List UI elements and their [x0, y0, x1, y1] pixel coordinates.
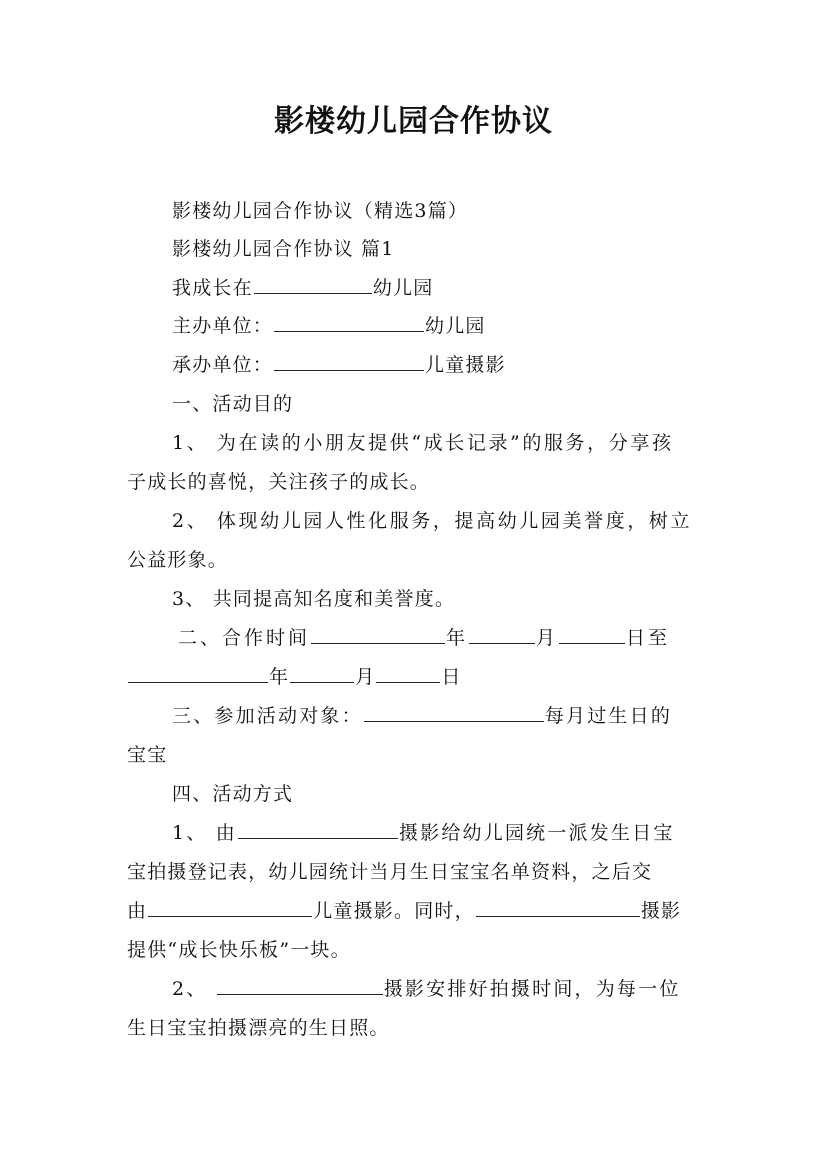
- text: 一、活动目的: [172, 393, 294, 415]
- text: 摄影给幼儿园统一派发生日宝: [398, 822, 675, 844]
- text: 1、 为在读的小朋友提供“成长记录”的服务，分享孩: [172, 432, 674, 454]
- text-line: [172, 974, 681, 1004]
- text: 宝拍摄登记表，幼儿园统计当月生日宝宝名单资料，之后交: [127, 861, 653, 883]
- text: 幼儿园: [372, 277, 434, 299]
- text-line: [178, 623, 670, 653]
- document-title: 影楼幼儿园合作协议: [274, 104, 553, 139]
- fill-blank: [469, 623, 535, 644]
- text-line: [127, 740, 167, 770]
- text: 公益形象。: [127, 549, 229, 571]
- text-line: [127, 1013, 390, 1043]
- text-line: [172, 311, 486, 341]
- text: 提供“成长快乐板”一块。: [127, 939, 351, 961]
- text: 二、合作时间: [178, 627, 311, 649]
- fill-blank: [148, 896, 312, 917]
- fill-blank: [311, 623, 445, 644]
- text: 年: [269, 666, 290, 688]
- text-line: [172, 779, 293, 809]
- text: 影楼幼儿园合作协议 篇1: [172, 238, 395, 260]
- fill-blank: [290, 662, 354, 683]
- text: 四、活动方式: [172, 783, 294, 805]
- text: 由: [127, 900, 148, 922]
- fill-blank: [274, 350, 424, 371]
- text-line: [127, 857, 652, 887]
- text: 每月过生日的: [544, 705, 673, 727]
- text: 子成长的喜悦，关注孩子的成长。: [127, 471, 431, 493]
- fill-blank: [274, 311, 424, 332]
- text-line: [127, 467, 430, 497]
- text-line: [172, 506, 692, 536]
- text-line: [172, 234, 395, 264]
- fill-blank: [476, 896, 640, 917]
- text: 2、: [172, 978, 216, 1000]
- text-line: [127, 935, 351, 965]
- fill-blank: [254, 273, 372, 294]
- text-line: [172, 273, 433, 303]
- fill-blank: [376, 662, 440, 683]
- text-line: [172, 818, 675, 848]
- text: 承办单位：: [172, 354, 274, 376]
- text-line: [127, 545, 228, 575]
- text: 摄影: [640, 900, 682, 922]
- text-line: [172, 428, 674, 458]
- text: 宝宝: [127, 744, 168, 766]
- fill-blank: [217, 974, 383, 995]
- text: 月: [355, 666, 376, 688]
- text-line: [172, 389, 293, 419]
- text: 3、 共同提高知名度和美誉度。: [172, 588, 456, 610]
- text: 日至: [626, 627, 671, 649]
- text: 2、 体现幼儿园人性化服务，提高幼儿园美誉度，树立: [172, 510, 693, 532]
- text-line: [172, 350, 506, 380]
- text: 1、 由: [172, 822, 237, 844]
- text: 年: [446, 627, 469, 649]
- text: 儿童摄影: [425, 354, 506, 376]
- fill-blank: [559, 623, 625, 644]
- text: 生日宝宝拍摄漂亮的生日照。: [127, 1017, 390, 1039]
- fill-blank: [238, 818, 398, 839]
- text-line: [172, 701, 672, 731]
- text-line: [127, 662, 462, 692]
- fill-blank: [364, 701, 544, 722]
- text: 三、参加活动对象：: [172, 705, 363, 727]
- text: 影楼幼儿园合作协议（精选3篇）: [172, 200, 469, 222]
- text: 日: [441, 666, 462, 688]
- text: 我成长在: [172, 277, 253, 299]
- text: 幼儿园: [425, 315, 486, 337]
- text: 儿童摄影。同时，: [313, 900, 475, 922]
- text-line: [127, 896, 681, 926]
- text-line: [172, 584, 455, 614]
- text-line: [172, 196, 468, 226]
- text: 月: [536, 627, 559, 649]
- text: 主办单位：: [172, 315, 274, 337]
- fill-blank: [128, 662, 268, 683]
- text: 摄影安排好拍摄时间，为每一位: [383, 978, 681, 1000]
